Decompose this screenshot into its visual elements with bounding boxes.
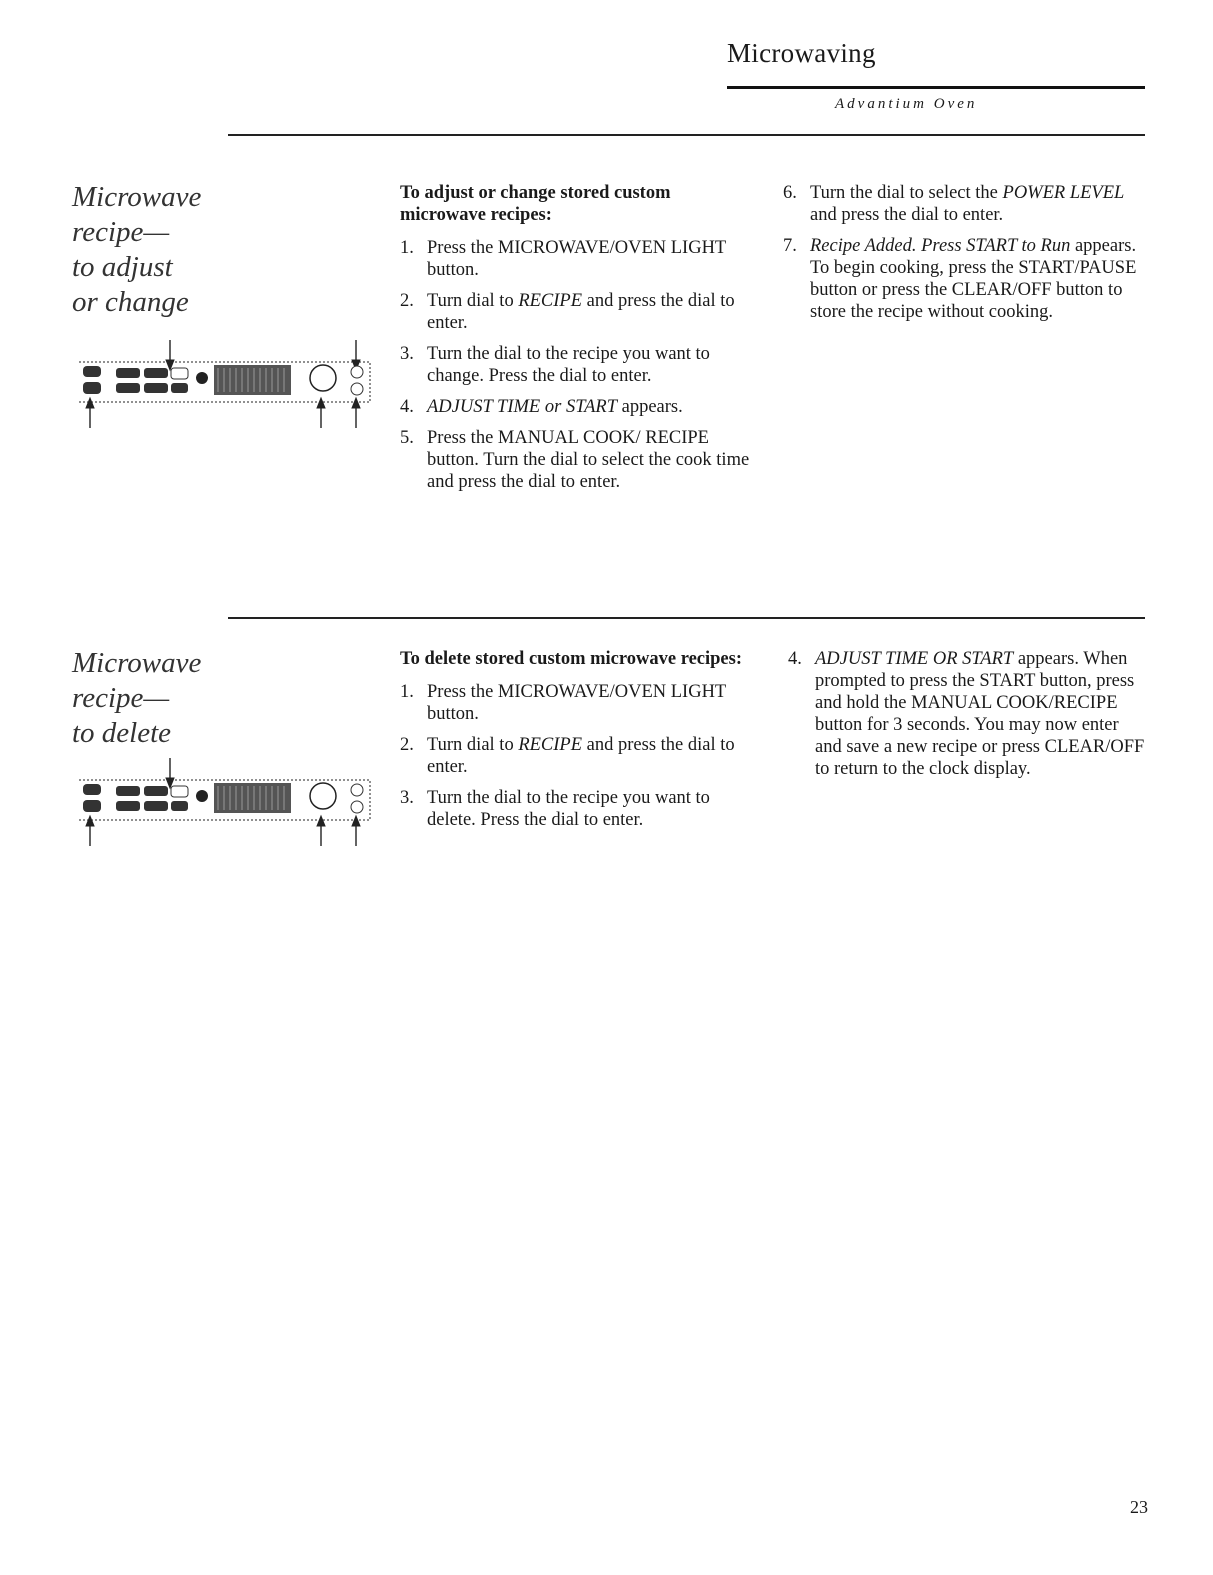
step-item [400, 396, 760, 418]
control-panel-illustration [74, 758, 374, 848]
control-panel-illustration [74, 340, 374, 430]
side-title-adjust [72, 180, 201, 320]
side-title-line: to adjust [72, 251, 173, 283]
step-text: ADJUST TIME OR START [815, 649, 1014, 669]
subhead: Advantium Oven [835, 96, 978, 112]
side-title-line: Microwave [72, 181, 202, 213]
step-item [400, 290, 760, 334]
delete-steps-list [400, 681, 760, 831]
step-number: 5. [400, 428, 414, 448]
delete-instructions-col1 [400, 648, 760, 840]
step-number: 1. [400, 682, 414, 702]
step-text: Turn the dial to the recipe you want to delete. Press the dial to enter. [427, 788, 710, 830]
step-text: Turn dial to [427, 735, 519, 755]
step-item [400, 237, 760, 281]
step-item [400, 343, 760, 387]
step-item [400, 427, 760, 493]
step-number: 4. [788, 649, 802, 669]
step-text: Recipe Added. Press START to Run [810, 236, 1071, 256]
side-title-line: recipe— [72, 216, 170, 248]
step-text: Press the MICROWAVE/OVEN LIGHT button. [427, 238, 726, 280]
section-rule [228, 134, 1145, 136]
step-text: RECIPE [518, 735, 583, 755]
section-rule [228, 617, 1145, 619]
step-item [400, 734, 760, 778]
step-number: 2. [400, 291, 414, 311]
step-item [783, 235, 1143, 323]
header-rule [727, 86, 1145, 89]
step-text: Press the MANUAL COOK/ RECIPE button. Turn the dial to select the cook time and press the dial to enter. [427, 428, 750, 492]
delete-instructions-col2 [788, 648, 1148, 789]
step-text: POWER LEVEL [1002, 183, 1125, 203]
step-item [400, 681, 760, 725]
step-text: START [565, 397, 617, 417]
adjust-steps-list [400, 237, 760, 493]
step-text: appears. When prompted to press the START button, press and hold the MANUAL COOK/RECIPE button for 3 seconds. You may now enter and save a new recipe or press CLEAR/OFF to return to the clock display. [815, 649, 1145, 779]
side-title-line: to delete [72, 717, 172, 749]
step-number: 2. [400, 735, 414, 755]
step-text: and press the dial to enter. [427, 735, 735, 777]
page-number: 23 [1130, 1497, 1148, 1517]
step-text: appears. [617, 397, 683, 417]
adjust-instructions-col1 [400, 182, 760, 502]
side-title-line: recipe— [72, 682, 170, 714]
side-title-delete [72, 646, 201, 751]
step-number: 7. [783, 236, 797, 256]
step-number: 4. [400, 397, 414, 417]
step-text: Press the MICROWAVE/OVEN LIGHT button. [427, 682, 726, 724]
step-text: Turn the dial to the recipe you want to change. Press the dial to enter. [427, 344, 710, 386]
step-text: ADJUST TIME [427, 397, 541, 417]
step-text: Turn dial to [427, 291, 519, 311]
step-number: 6. [783, 183, 797, 203]
step-text: and press the dial to enter. [427, 291, 735, 333]
step-text: and press the dial to enter. [810, 205, 1004, 225]
side-title-line: or change [72, 286, 189, 318]
side-title-line: Microwave [72, 647, 202, 679]
step-number: 1. [400, 238, 414, 258]
adjust-heading: To adjust or change stored custom microwave recipes: [400, 183, 671, 225]
running-head: Microwaving [727, 38, 876, 68]
adjust-steps-list-continued [783, 182, 1143, 323]
step-item [788, 648, 1148, 780]
delete-steps-list-continued [788, 648, 1148, 780]
step-number: 3. [400, 788, 414, 808]
step-item [783, 182, 1143, 226]
adjust-instructions-col2 [783, 182, 1143, 332]
step-number: 3. [400, 344, 414, 364]
step-text: appears. To begin cooking, press the START/PAUSE button or press the CLEAR/OFF button to store the recipe without cooking. [810, 236, 1137, 322]
step-text: or [540, 397, 566, 417]
delete-heading: To delete stored custom microwave recipes: [400, 649, 743, 669]
step-item [400, 787, 760, 831]
step-text: RECIPE [518, 291, 583, 311]
step-text: Turn the dial to select the [810, 183, 1003, 203]
